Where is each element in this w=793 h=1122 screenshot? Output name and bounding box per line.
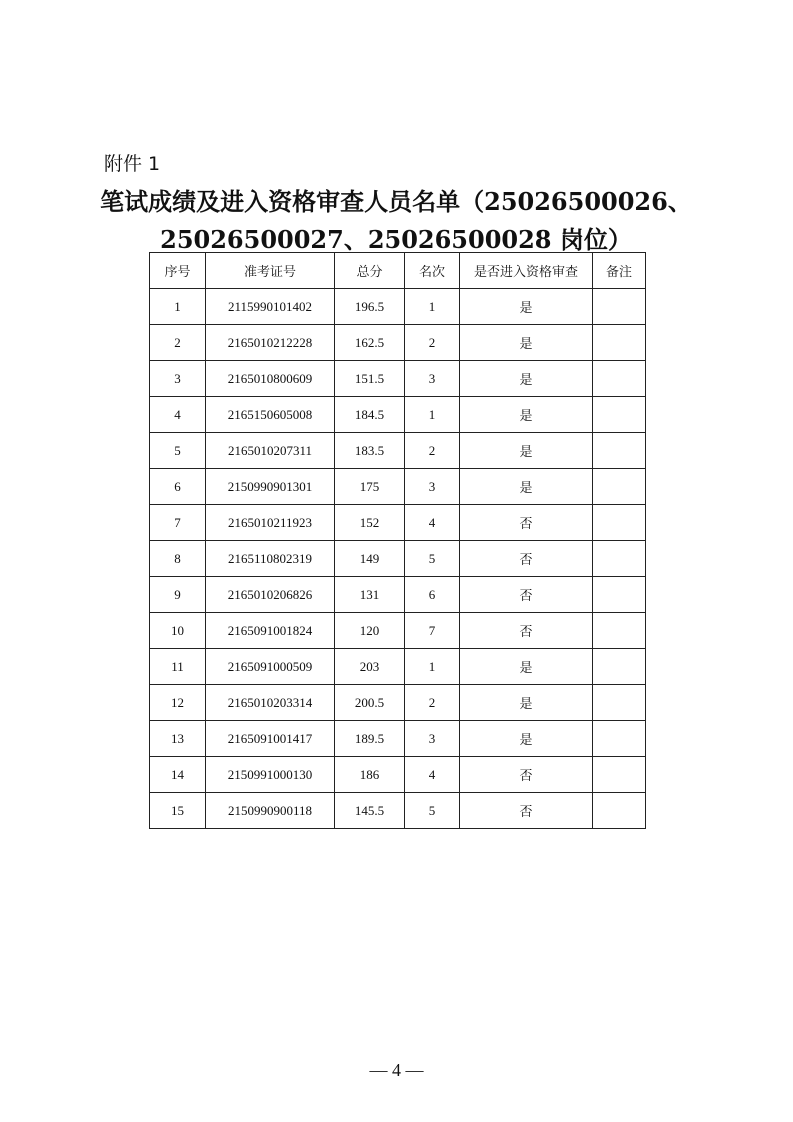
cell-remarks — [593, 361, 646, 397]
cell-index: 4 — [150, 397, 206, 433]
title-line-2: 25026500027、25026500028 岗位） — [160, 225, 632, 254]
cell-total-score: 186 — [335, 757, 405, 793]
cell-qualified: 是 — [460, 721, 593, 757]
cell-exam-id: 2165010207311 — [206, 433, 335, 469]
cell-index: 2 — [150, 325, 206, 361]
cell-qualified: 是 — [460, 433, 593, 469]
cell-rank: 2 — [405, 685, 460, 721]
cell-index: 10 — [150, 613, 206, 649]
cell-remarks — [593, 613, 646, 649]
page-number: — 4 — — [369, 1060, 424, 1080]
cell-rank: 4 — [405, 505, 460, 541]
cell-exam-id: 2165010206826 — [206, 577, 335, 613]
cell-exam-id: 2150991000130 — [206, 757, 335, 793]
cell-rank: 3 — [405, 361, 460, 397]
cell-exam-id: 2115990101402 — [206, 289, 335, 325]
cell-rank: 6 — [405, 577, 460, 613]
cell-remarks — [593, 649, 646, 685]
table-row — [150, 325, 646, 361]
document-title — [96, 183, 696, 259]
cell-rank: 1 — [405, 649, 460, 685]
table-row — [150, 469, 646, 505]
cell-index: 9 — [150, 577, 206, 613]
table-row — [150, 361, 646, 397]
cell-exam-id: 2150990901301 — [206, 469, 335, 505]
cell-total-score: 149 — [335, 541, 405, 577]
cell-remarks — [593, 577, 646, 613]
cell-remarks — [593, 757, 646, 793]
cell-remarks — [593, 505, 646, 541]
cell-rank: 3 — [405, 721, 460, 757]
cell-index: 12 — [150, 685, 206, 721]
cell-total-score: 183.5 — [335, 433, 405, 469]
cell-exam-id: 2165010211923 — [206, 505, 335, 541]
table-row — [150, 685, 646, 721]
table-row — [150, 613, 646, 649]
table-row — [150, 433, 646, 469]
cell-exam-id: 2165091001417 — [206, 721, 335, 757]
cell-remarks — [593, 433, 646, 469]
cell-qualified: 否 — [460, 757, 593, 793]
cell-total-score: 175 — [335, 469, 405, 505]
cell-exam-id: 2165091000509 — [206, 649, 335, 685]
cell-index: 7 — [150, 505, 206, 541]
cell-index: 11 — [150, 649, 206, 685]
cell-index: 13 — [150, 721, 206, 757]
table-row — [150, 757, 646, 793]
cell-exam-id: 2165091001824 — [206, 613, 335, 649]
cell-total-score: 203 — [335, 649, 405, 685]
cell-total-score: 151.5 — [335, 361, 405, 397]
cell-total-score: 200.5 — [335, 685, 405, 721]
cell-index: 3 — [150, 361, 206, 397]
cell-total-score: 184.5 — [335, 397, 405, 433]
cell-exam-id: 2165010800609 — [206, 361, 335, 397]
cell-total-score: 145.5 — [335, 793, 405, 829]
cell-index: 15 — [150, 793, 206, 829]
cell-index: 5 — [150, 433, 206, 469]
cell-qualified: 是 — [460, 361, 593, 397]
cell-exam-id: 2165010203314 — [206, 685, 335, 721]
table-row — [150, 505, 646, 541]
header-total-score: 总分 — [335, 253, 405, 289]
header-qualified: 是否进入资格审查 — [460, 253, 593, 289]
cell-index: 1 — [150, 289, 206, 325]
cell-remarks — [593, 397, 646, 433]
cell-total-score: 162.5 — [335, 325, 405, 361]
title-line-1: 笔试成绩及进入资格审查人员名单（25026500026、 — [100, 187, 692, 216]
cell-qualified: 否 — [460, 613, 593, 649]
cell-rank: 5 — [405, 541, 460, 577]
cell-rank: 1 — [405, 397, 460, 433]
cell-remarks — [593, 289, 646, 325]
cell-index: 6 — [150, 469, 206, 505]
table-row — [150, 721, 646, 757]
cell-total-score: 152 — [335, 505, 405, 541]
cell-qualified: 是 — [460, 397, 593, 433]
cell-qualified: 否 — [460, 505, 593, 541]
cell-qualified: 否 — [460, 793, 593, 829]
cell-remarks — [593, 721, 646, 757]
header-index: 序号 — [150, 253, 206, 289]
cell-qualified: 是 — [460, 685, 593, 721]
table-row — [150, 397, 646, 433]
cell-rank: 5 — [405, 793, 460, 829]
table-header-row — [150, 253, 646, 289]
cell-total-score: 196.5 — [335, 289, 405, 325]
cell-rank: 4 — [405, 757, 460, 793]
cell-exam-id: 2165150605008 — [206, 397, 335, 433]
cell-rank: 1 — [405, 289, 460, 325]
attachment-label: 附件 1 — [104, 153, 161, 175]
cell-exam-id: 2150990900118 — [206, 793, 335, 829]
cell-total-score: 189.5 — [335, 721, 405, 757]
results-table — [149, 252, 646, 829]
cell-exam-id: 2165110802319 — [206, 541, 335, 577]
cell-rank: 7 — [405, 613, 460, 649]
cell-qualified: 是 — [460, 325, 593, 361]
cell-qualified: 是 — [460, 289, 593, 325]
cell-qualified: 否 — [460, 541, 593, 577]
header-rank: 名次 — [405, 253, 460, 289]
cell-rank: 3 — [405, 469, 460, 505]
table-row — [150, 793, 646, 829]
header-exam-id: 准考证号 — [206, 253, 335, 289]
cell-remarks — [593, 541, 646, 577]
table-row — [150, 577, 646, 613]
cell-total-score: 131 — [335, 577, 405, 613]
cell-rank: 2 — [405, 325, 460, 361]
header-remarks: 备注 — [593, 253, 646, 289]
cell-qualified: 是 — [460, 649, 593, 685]
cell-remarks — [593, 469, 646, 505]
table-row — [150, 649, 646, 685]
cell-remarks — [593, 793, 646, 829]
cell-remarks — [593, 685, 646, 721]
cell-exam-id: 2165010212228 — [206, 325, 335, 361]
cell-remarks — [593, 325, 646, 361]
table-row — [150, 289, 646, 325]
cell-qualified: 否 — [460, 577, 593, 613]
cell-rank: 2 — [405, 433, 460, 469]
cell-qualified: 是 — [460, 469, 593, 505]
cell-index: 8 — [150, 541, 206, 577]
table-row — [150, 541, 646, 577]
cell-index: 14 — [150, 757, 206, 793]
cell-total-score: 120 — [335, 613, 405, 649]
